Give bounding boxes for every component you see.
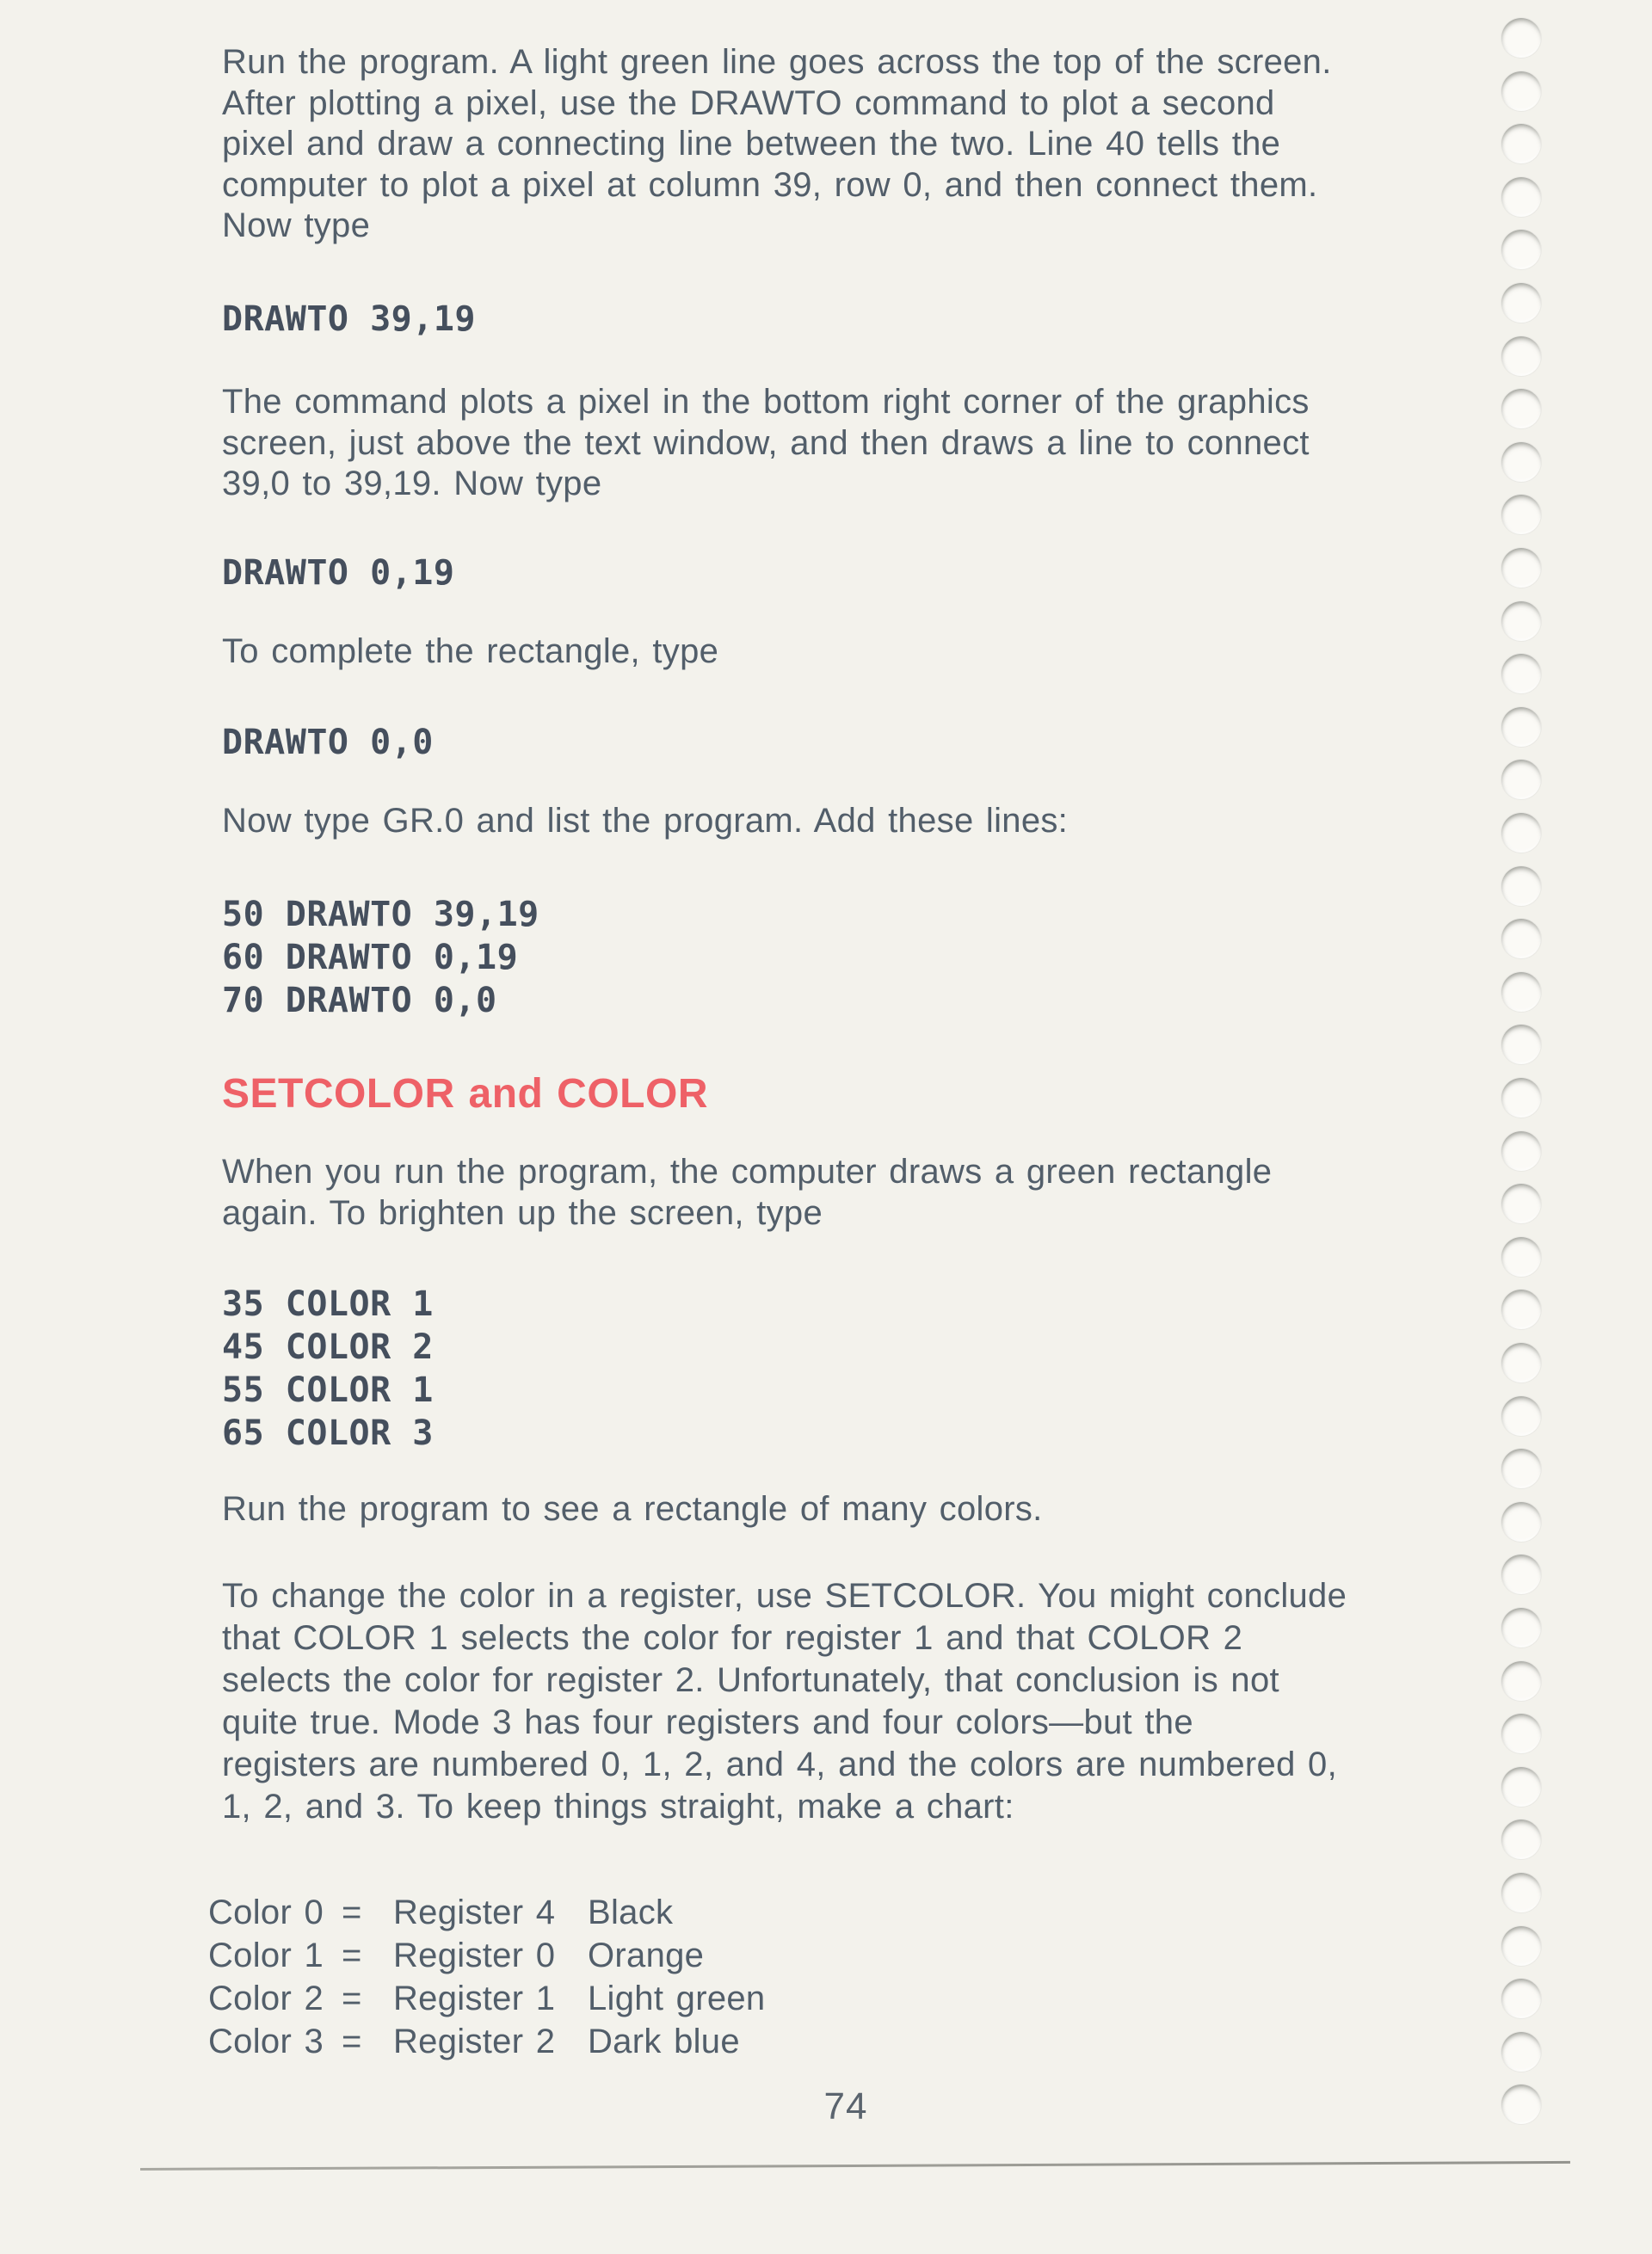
text-line: 1, 2, and 3. To keep things straight, make a chart: — [222, 1788, 1014, 1826]
paragraph-when-you-run — [222, 1152, 1272, 1234]
text-line: Now type — [222, 206, 371, 245]
binding-hole — [1501, 1024, 1542, 1065]
chart-register-label: Register 1 — [393, 1980, 556, 2017]
color-register-chart — [208, 1891, 765, 2063]
binding-hole — [1501, 971, 1542, 1013]
code-listing-drawto-0-0 — [222, 721, 434, 764]
chart-color-label: Color 2 — [208, 1980, 324, 2017]
chart-color-label: Color 3 — [208, 2023, 324, 2060]
code-line: DRAWTO 39,19 — [222, 299, 476, 339]
text-line: When you run the program, the computer draws a green rectangle — [222, 1153, 1273, 1191]
binding-hole — [1501, 336, 1542, 377]
chart-color-name: Light green — [588, 1980, 766, 2017]
binding-hole — [1501, 918, 1542, 959]
code-line: 55 COLOR 1 — [222, 1370, 434, 1410]
binding-hole — [1501, 1925, 1542, 1967]
equals-sign: = — [342, 2023, 362, 2060]
equals-sign: = — [342, 1894, 362, 1931]
binding-hole — [1501, 1872, 1542, 1913]
chart-color-label: Color 1 — [208, 1937, 324, 1974]
chart-register-label: Register 2 — [393, 2023, 556, 2060]
binding-hole — [1501, 1342, 1542, 1383]
binding-hole — [1501, 17, 1542, 59]
chart-register-label: Register 0 — [393, 1937, 556, 1974]
binding-hole — [1501, 2031, 1542, 2072]
binding-hole — [1501, 2084, 1542, 2125]
paragraph-command-plots — [222, 382, 1310, 505]
paragraph-complete-rectangle — [222, 631, 718, 673]
binding-hole — [1501, 812, 1542, 853]
text-line: registers are numbered 0, 1, 2, and 4, and the colors are numbered 0, — [222, 1746, 1337, 1783]
binding-hole — [1501, 282, 1542, 323]
text-line: computer to plot a pixel at column 39, row 0, and then connect them. — [222, 165, 1318, 204]
binding-hole — [1501, 1554, 1542, 1595]
binding-hole — [1501, 441, 1542, 483]
binding-hole — [1501, 1448, 1542, 1489]
text-line: Run the program. A light green line goes across the top of the screen. — [222, 43, 1332, 81]
binding-hole — [1501, 759, 1542, 800]
chart-color-name: Orange — [588, 1937, 705, 1974]
code-listing-drawto-39-19 — [222, 298, 476, 341]
text-line: To change the color in a register, use SETCOLOR. You might conclude — [222, 1577, 1347, 1615]
text-line: The command plots a pixel in the bottom right corner of the graphics — [222, 383, 1310, 421]
text-line: Run the program to see a rectangle of many colors. — [222, 1490, 1043, 1528]
code-line: DRAWTO 0,0 — [222, 723, 434, 762]
code-line: 50 DRAWTO 39,19 — [222, 895, 539, 934]
equals-sign: = — [342, 1937, 362, 1974]
text-line: that COLOR 1 selects the color for register 1 and that COLOR 2 — [222, 1619, 1243, 1657]
text-line: selects the color for register 2. Unfortunately, that conclusion is not — [222, 1661, 1279, 1699]
binding-hole — [1501, 1395, 1542, 1437]
chart-row — [208, 2020, 765, 2063]
equals-sign: = — [342, 1980, 362, 2017]
binding-hole — [1501, 176, 1542, 218]
code-line: 45 COLOR 2 — [222, 1327, 434, 1367]
code-line: 60 DRAWTO 0,19 — [222, 938, 519, 977]
chart-register-label: Register 4 — [393, 1894, 556, 1931]
code-listing-color-lines — [222, 1283, 434, 1455]
binding-hole — [1501, 1978, 1542, 2019]
code-line: 35 COLOR 1 — [222, 1284, 434, 1324]
text-line: After plotting a pixel, use the DRAWTO command to plot a second — [222, 83, 1275, 122]
text-line: screen, just above the text window, and then draws a line to connect — [222, 423, 1310, 462]
binding-hole — [1501, 1607, 1542, 1648]
chart-row — [208, 1891, 765, 1934]
binding-hole — [1501, 865, 1542, 907]
page-number: 74 — [823, 2085, 868, 2128]
binding-hole — [1501, 706, 1542, 748]
binding-hole — [1501, 1183, 1542, 1224]
chart-color-name: Dark blue — [588, 2023, 740, 2060]
chart-row — [208, 1977, 765, 2020]
binding-hole — [1501, 71, 1542, 112]
text-line: pixel and draw a connecting line between the two. Line 40 tells the — [222, 125, 1281, 163]
binding-hole — [1501, 123, 1542, 164]
binding-hole — [1501, 1236, 1542, 1278]
chart-color-label: Color 0 — [208, 1894, 324, 1931]
paragraph-change-color-register — [222, 1575, 1347, 1828]
binding-hole — [1501, 229, 1542, 270]
binding-hole — [1501, 388, 1542, 429]
binding-hole — [1501, 1077, 1542, 1118]
text-line: quite true. Mode 3 has four registers and four colors—but the — [222, 1703, 1193, 1741]
code-line: 70 DRAWTO 0,0 — [222, 981, 497, 1020]
binding-hole — [1501, 1819, 1542, 1860]
paragraph-now-type-gr0 — [222, 801, 1068, 842]
footer-rule — [140, 2161, 1570, 2171]
binding-hole — [1501, 653, 1542, 694]
paragraph-run-program — [222, 42, 1332, 247]
text-line: Now type GR.0 and list the program. Add these lines: — [222, 802, 1069, 840]
code-listing-drawto-0-19 — [222, 551, 454, 594]
binding-hole — [1501, 1289, 1542, 1330]
binding-hole — [1501, 1713, 1542, 1754]
chart-color-name: Black — [588, 1894, 674, 1931]
code-line: 65 COLOR 3 — [222, 1413, 434, 1453]
binding-hole — [1501, 494, 1542, 535]
paragraph-run-to-see-rectangle — [222, 1489, 1043, 1530]
binding-hole — [1501, 1130, 1542, 1172]
text-line: again. To brighten up the screen, type — [222, 1193, 823, 1232]
code-listing-program-lines — [222, 893, 539, 1022]
binding-hole — [1501, 1766, 1542, 1808]
section-heading-setcolor-and-color: SETCOLOR and COLOR — [222, 1071, 708, 1117]
text-line: To complete the rectangle, type — [222, 632, 719, 670]
code-line: DRAWTO 0,19 — [222, 553, 455, 593]
binding-hole — [1501, 547, 1542, 588]
binding-hole — [1501, 600, 1542, 642]
chart-row — [208, 1934, 765, 1977]
text-line: 39,0 to 39,19. Now type — [222, 465, 602, 503]
binding-hole — [1501, 1660, 1542, 1702]
binding-hole — [1501, 1501, 1542, 1543]
